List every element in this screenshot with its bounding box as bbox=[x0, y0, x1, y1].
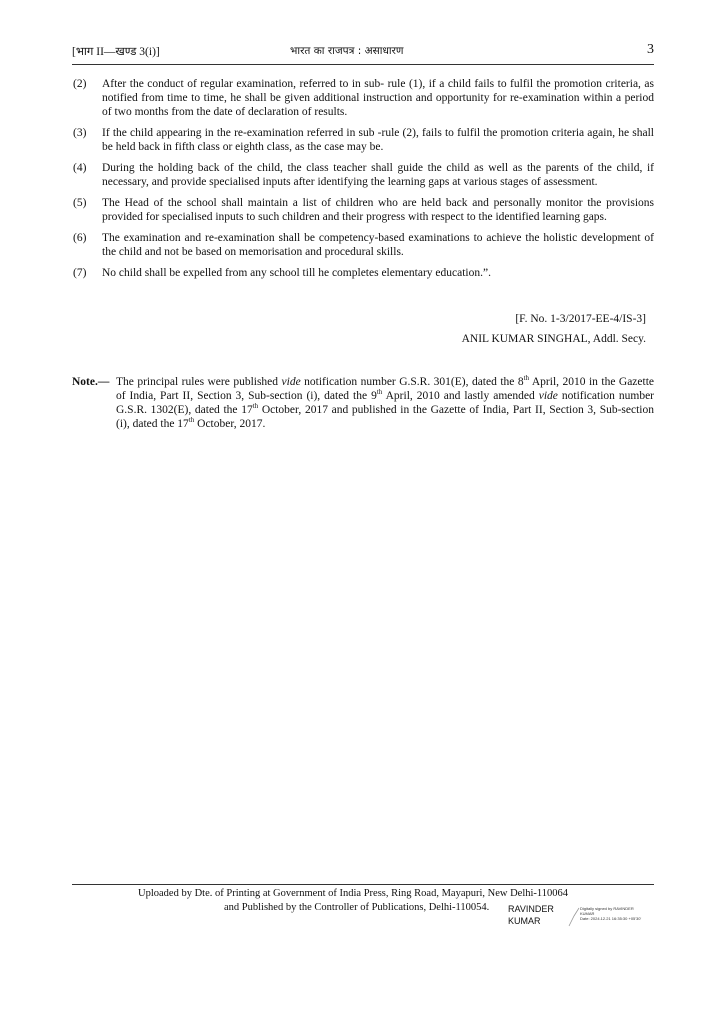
signature-tick-icon bbox=[568, 906, 580, 928]
rule-item bbox=[72, 231, 654, 259]
rule-text: After the conduct of regular examination, referred to in sub- rule (1), if a child fails to fulfil the promotion criteria, as notified from time to time, he shall be given additional instruction and opportunity for re-examination within a period of two months from the date of declaration of results. bbox=[102, 78, 654, 118]
note-segment: October, 2017. bbox=[194, 418, 266, 430]
footer-publish-line: and Published by the Controller of Publications, Delhi-110054. bbox=[224, 902, 490, 913]
rule-item bbox=[72, 161, 654, 189]
rule-number: (5) bbox=[73, 197, 87, 209]
note-block bbox=[72, 375, 654, 431]
digital-signature-block bbox=[568, 906, 650, 928]
note-superscript: th bbox=[523, 374, 530, 383]
header-gazette-title: भारत का राजपत्र : असाधारण bbox=[290, 45, 404, 57]
note-segment: notification number G.S.R. 301(E), dated the 8 bbox=[300, 376, 524, 388]
rule-number: (4) bbox=[73, 162, 87, 174]
note-segment: notification number G.S.R. 1302(E), dated the 17 bbox=[116, 390, 654, 416]
page-header bbox=[72, 44, 654, 60]
note-segment: The principal rules were published bbox=[116, 376, 282, 388]
file-reference: [F. No. 1-3/2017-EE-4/IS-3] bbox=[515, 313, 646, 325]
digital-signature-text bbox=[580, 906, 641, 921]
note-italic: vide bbox=[538, 390, 558, 402]
footer-upload-line: Uploaded by Dte. of Printing at Government of India Press, Ring Road, Mayapuri, New Delhi-110064 bbox=[138, 888, 569, 899]
rule-number: (3) bbox=[73, 127, 87, 139]
dsig-line: Digitally signed by RAVINDER bbox=[580, 906, 634, 911]
digital-signer-name bbox=[508, 903, 554, 927]
rule-number: (2) bbox=[73, 78, 87, 90]
note-segment: October, 2017 and published in the Gazette of India, Part II, Section 3, Sub-section (i), dated the 17 bbox=[116, 404, 654, 430]
note-segment: April, 2010 and lastly amended bbox=[382, 390, 539, 402]
note-superscript: th bbox=[188, 416, 195, 425]
rule-item bbox=[72, 77, 654, 119]
dsig-line: KUMAR bbox=[580, 911, 595, 916]
note-text bbox=[72, 375, 654, 431]
note-italic: vide bbox=[281, 376, 301, 388]
header-part-section: [भाग II—खण्ड 3(i)] bbox=[72, 46, 160, 58]
rule-text: No child shall be expelled from any school till he completes elementary education.”. bbox=[102, 267, 491, 279]
note-label: Note.— bbox=[72, 376, 110, 388]
signatory-name: ANIL KUMAR SINGHAL, Addl. Secy. bbox=[461, 333, 646, 345]
rule-text: The Head of the school shall maintain a list of children who are held back and personally monitor the provisions provided for specialised inputs to such children and their progress with respect to the identified learning gaps. bbox=[102, 197, 654, 223]
rule-number: (7) bbox=[73, 267, 87, 279]
note-segment: April, 2010 in the Gazette of India, Part II, Section 3, Sub-section (i), dated the 9 bbox=[116, 376, 655, 402]
rule-text: During the holding back of the child, the class teacher shall guide the child as well as the parents of the child, if necessary, and provide specialised inputs after identifying the learning gaps at various stages of assessment. bbox=[102, 162, 654, 188]
rule-number: (6) bbox=[73, 232, 87, 244]
rule-item bbox=[72, 196, 654, 224]
header-divider bbox=[72, 64, 654, 65]
signer-last-name: KUMAR bbox=[508, 916, 541, 926]
rule-item bbox=[72, 266, 654, 280]
rule-item bbox=[72, 126, 654, 154]
dsig-date: Date: 2024.12.21 16:35:30 +05'30' bbox=[580, 916, 642, 921]
rule-text: The examination and re-examination shall be competency-based examinations to achieve the holistic development of the child and not be based on memorisation and procedural skills. bbox=[102, 232, 654, 258]
rules-list bbox=[72, 77, 654, 287]
footer-divider bbox=[72, 884, 654, 885]
page-number: 3 bbox=[647, 42, 654, 57]
note-superscript: th bbox=[252, 402, 259, 411]
note-superscript: th bbox=[376, 388, 383, 397]
signer-first-name: RAVINDER bbox=[508, 904, 554, 914]
rule-text: If the child appearing in the re-examination referred in sub -rule (2), fails to fulfil the promotion criteria again, he shall be held back in fifth class or eighth class, as the case may be. bbox=[102, 127, 654, 153]
